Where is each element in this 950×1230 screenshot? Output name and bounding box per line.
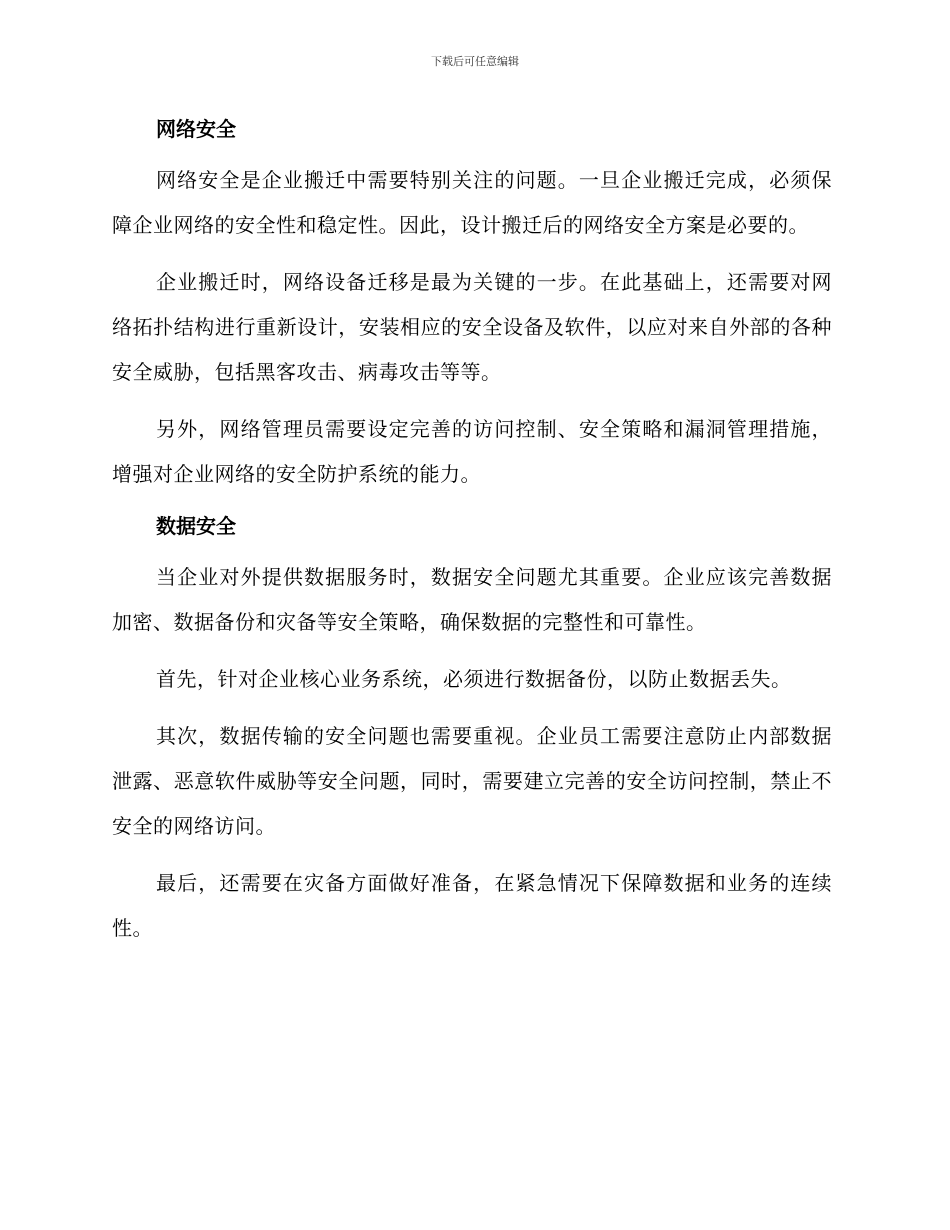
paragraph: 当企业对外提供数据服务时，数据安全问题尤其重要。企业应该完善数据加密、数据备份和灾备等安全策略，确保数据的完整性和可靠性。 [112, 565, 832, 634]
paragraph: 首先，针对企业核心业务系统，必须进行数据备份，以防止数据丢失。 [156, 667, 792, 691]
paragraph: 网络安全是企业搬迁中需要特别关注的问题。一旦企业搬迁完成，必须保障企业网络的安全性和稳定性。因此，设计搬迁后的网络安全方案是必要的。 [112, 168, 832, 237]
paragraph: 其次，数据传输的安全问题也需要重视。企业员工需要注意防止内部数据泄露、恶意软件威胁等安全问题，同时，需要建立完善的安全访问控制，禁止不安全的网络访问。 [112, 724, 832, 838]
page-header-note: 下载后可任意编辑 [431, 55, 519, 68]
section-heading-network-security: 网络安全 [156, 117, 236, 141]
paragraph: 企业搬迁时，网络设备迁移是最为关键的一步。在此基础上，还需要对网络拓扑结构进行重新设计，安装相应的安全设备及软件，以应对来自外部的各种安全威胁，包括黑客攻击、病毒攻击等等。 [112, 270, 832, 384]
section-heading-data-security: 数据安全 [156, 514, 236, 538]
paragraph: 最后，还需要在灾备方面做好准备，在紧急情况下保障数据和业务的连续性。 [112, 871, 832, 940]
document-body [112, 112, 832, 963]
paragraph: 另外，网络管理员需要设定完善的访问控制、安全策略和漏洞管理措施，增强对企业网络的安全防护系统的能力。 [112, 417, 832, 486]
